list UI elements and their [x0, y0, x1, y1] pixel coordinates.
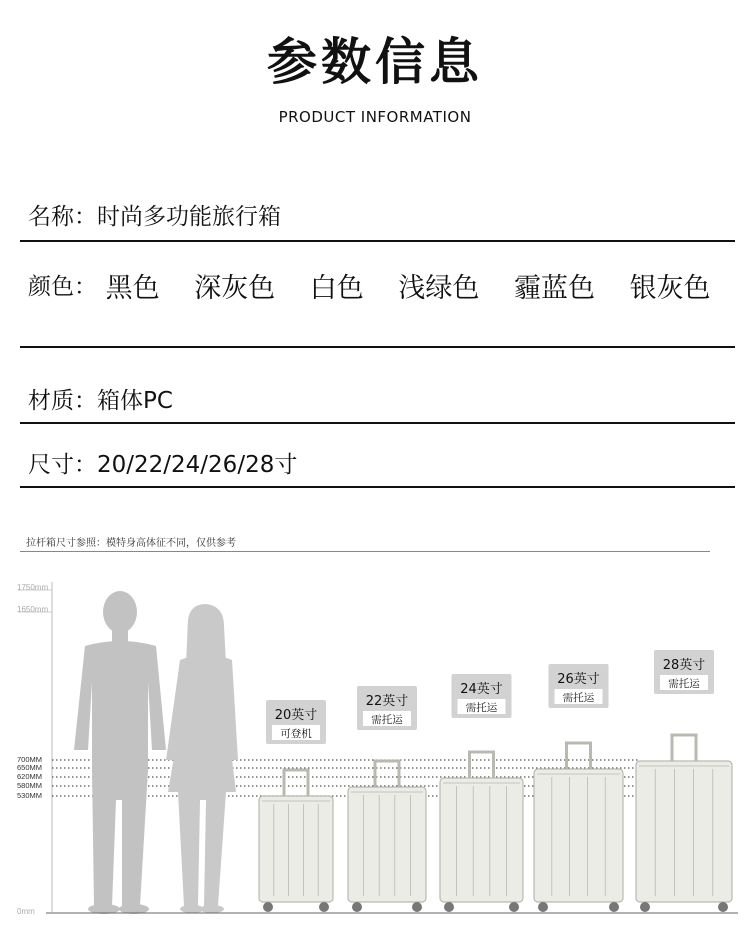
- suitcase-body: [348, 787, 426, 902]
- suitcase-wheel: [319, 902, 329, 912]
- suitcase-handle: [375, 761, 399, 787]
- tag-label-text: 需托运: [465, 702, 498, 714]
- suitcase-wheel: [509, 902, 519, 912]
- product-material: 材质：箱体PC: [28, 388, 173, 414]
- suitcase-wheel: [444, 902, 454, 912]
- scale-label-700: 700MM: [17, 755, 43, 764]
- scale-label-1750: 1750mm: [17, 583, 49, 592]
- color-label: 颜色：: [28, 274, 97, 300]
- color-option: 黑色: [105, 273, 160, 304]
- size-label-text: 26英寸: [557, 672, 600, 687]
- divider: [20, 551, 710, 552]
- tag-label-text: 需托运: [371, 714, 403, 726]
- suitcase-20英寸: [259, 700, 333, 912]
- suitcase-body: [259, 796, 333, 902]
- scale-label-580: 580MM: [17, 781, 43, 790]
- size-label-text: 20英寸: [274, 708, 318, 723]
- suitcase-handle: [470, 752, 494, 778]
- size-label-text: 28英寸: [662, 658, 706, 673]
- product-name: 名称：时尚多功能旅行箱: [28, 204, 281, 230]
- page-title: 参数信息: [267, 33, 483, 91]
- suitcase-body: [636, 761, 732, 902]
- suitcase-wheel: [412, 902, 422, 912]
- scale-label-620: 620MM: [17, 772, 43, 781]
- suitcase-wheel: [640, 902, 650, 912]
- suitcase-handle: [284, 770, 308, 796]
- suitcase-body: [440, 778, 523, 902]
- suitcase-handle: [567, 743, 591, 769]
- divider: [20, 422, 735, 424]
- size-reference-note: 拉杆箱尺寸参照：模特身高体征不同，仅供参考: [26, 538, 236, 549]
- divider: [20, 346, 735, 348]
- color-option: 浅绿色: [398, 273, 480, 304]
- tag-label-text: 可登机: [280, 728, 312, 740]
- scale-label-530: 530MM: [17, 791, 43, 800]
- suitcase-wheel: [609, 902, 619, 912]
- suitcase-wheel: [263, 902, 273, 912]
- scale-label-1650: 1650mm: [17, 605, 49, 614]
- scale-label-0: 0mm: [17, 907, 35, 916]
- divider: [20, 486, 735, 488]
- divider: [20, 240, 735, 242]
- color-option: 白色: [309, 273, 364, 304]
- suitcase-26英寸: [534, 664, 623, 912]
- page-subtitle: PRODUCT INFORMATION: [278, 108, 472, 126]
- suitcase-24英寸: [440, 674, 523, 912]
- suitcase-wheel: [538, 902, 548, 912]
- tag-label-text: 需托运: [562, 692, 595, 704]
- size-label-text: 22英寸: [365, 694, 409, 709]
- color-option: 霾蓝色: [513, 273, 595, 304]
- color-options: [28, 266, 737, 305]
- color-option: 银灰色: [629, 273, 711, 304]
- product-size: 尺寸：20/22/24/26/28寸: [28, 452, 298, 478]
- color-option: 深灰色: [194, 273, 276, 304]
- suitcase-wheel: [718, 902, 728, 912]
- scale-label-650: 650MM: [17, 763, 43, 772]
- suitcase-handle: [672, 735, 696, 761]
- tag-label-text: 需托运: [668, 678, 700, 690]
- suitcase-wheel: [352, 902, 362, 912]
- suitcase-22英寸: [348, 686, 426, 912]
- size-label-text: 24英寸: [460, 682, 503, 697]
- male-figure: [74, 591, 166, 914]
- size-comparison-illustration: [0, 560, 750, 940]
- suitcase-body: [534, 769, 623, 902]
- female-figure: [166, 604, 238, 913]
- suitcase-28英寸: [636, 650, 732, 912]
